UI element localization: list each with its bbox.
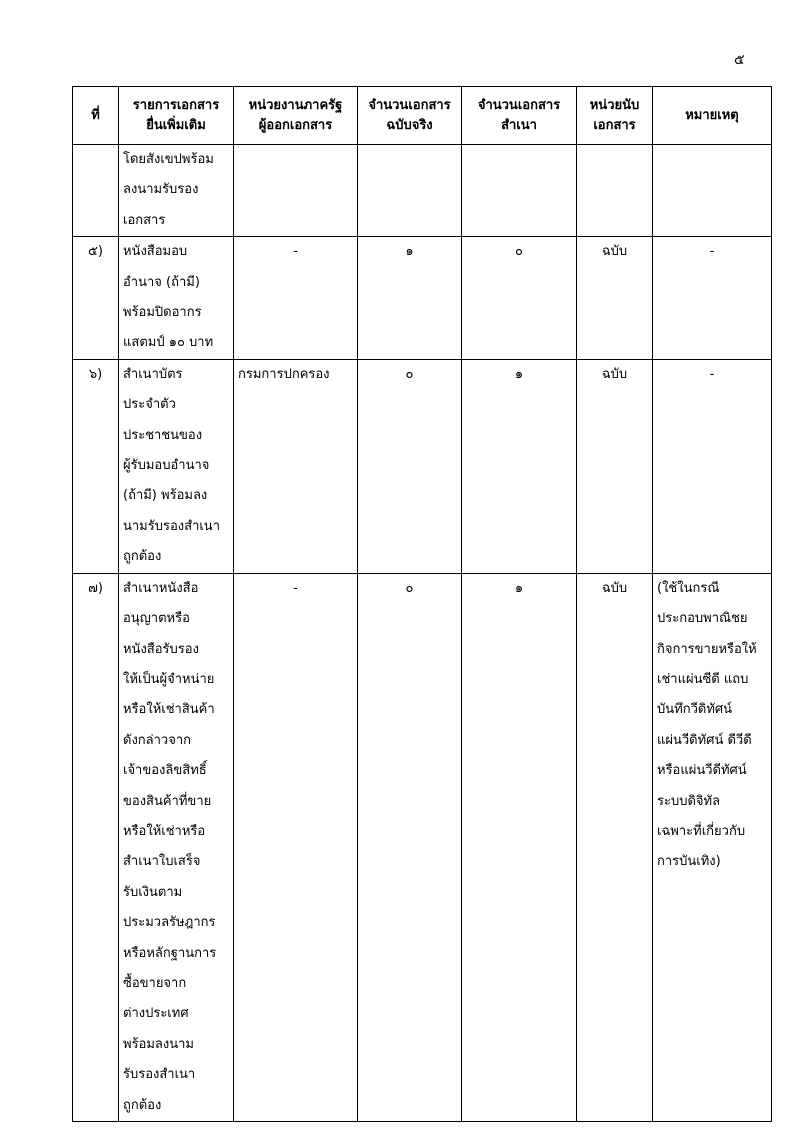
description-line: รับรองสำเนา <box>123 1067 196 1083</box>
remark-line: - <box>709 244 715 260</box>
remark-line: ประกอบพาณิชย <box>657 611 748 627</box>
copy-count-cell <box>462 359 577 573</box>
table-row <box>73 237 772 360</box>
header-copy-text: จำนวนเอกสาร สำเนา <box>477 97 561 133</box>
description-line: ต่างประเทศ <box>123 1006 189 1022</box>
table-row <box>73 145 772 237</box>
header-original-text: จำนวนเอกสาร ฉบับจริง <box>368 97 451 133</box>
unit-cell <box>577 237 653 360</box>
description-line: ดังกล่าวจาก <box>123 732 192 748</box>
description-line: ประมวลรัษฎากร <box>123 915 216 931</box>
copy-count: ๐ <box>515 244 523 260</box>
description-line: หรือให้เช่าสินค้า <box>123 702 215 718</box>
description-cell <box>119 573 234 1121</box>
agency-text: กรมการปกครอง <box>238 366 330 382</box>
remark-cell <box>653 573 772 1121</box>
unit-text: ฉบับ <box>601 366 628 382</box>
description-line: สำเนาใบเสร็จ <box>123 854 201 870</box>
remark-line: เช่าแผ่นซีดี แถบ <box>657 671 749 687</box>
description-line: สำเนาหนังสือ <box>123 580 199 596</box>
copy-count-cell <box>462 573 577 1121</box>
description-line: เจ้าของลิขสิทธิ์ <box>123 763 207 779</box>
unit-cell <box>577 359 653 573</box>
description-line: นามรับรองสำเนา <box>123 518 220 534</box>
description-line: หนังสือรับรอง <box>123 641 199 657</box>
agency-cell <box>234 145 358 237</box>
item-number: ๕) <box>88 244 103 260</box>
description-line: อำนาจ (ถ้ามี) <box>123 274 200 290</box>
header-no <box>73 87 119 145</box>
agency-cell <box>234 359 358 573</box>
header-row <box>73 87 772 145</box>
description-line: หรือหลักฐานการ <box>123 945 217 961</box>
agency-text: - <box>293 580 298 596</box>
document-table <box>72 86 772 1122</box>
description-line: เอกสาร <box>123 212 166 228</box>
header-description-text: รายการเอกสาร ยื่นเพิ่มเติม <box>132 97 220 133</box>
original-count: ๑ <box>405 244 414 260</box>
remark-line: บันทึกวีดิทัศน์ <box>657 702 733 718</box>
copy-count-cell <box>462 145 577 237</box>
header-description <box>119 87 234 145</box>
item-number: ๖) <box>88 366 103 382</box>
remark-line: กิจการขายหรือให้ <box>657 641 757 657</box>
table-row <box>73 573 772 1121</box>
description-line: (ถ้ามี) พร้อมลง <box>123 488 208 504</box>
description-line: หนังสือมอบ <box>123 244 188 260</box>
unit-text: ฉบับ <box>601 580 628 596</box>
description-line: ถูกต้อง <box>123 1097 162 1113</box>
original-count: ๐ <box>405 366 414 382</box>
description-line: โดยสังเขปพร้อม <box>123 152 214 167</box>
description-line: สำเนาบัตร <box>123 366 183 382</box>
description-line: หรือให้เช่าหรือ <box>123 823 206 839</box>
remark-line: หรือแผ่นวีดีทัศน์ <box>657 763 747 779</box>
description-line: รับเงินตาม <box>123 884 183 900</box>
original-count-cell <box>358 145 462 237</box>
agency-cell <box>234 237 358 360</box>
header-original <box>358 87 462 145</box>
copy-count: ๑ <box>514 580 524 596</box>
description-line: ให้เป็นผู้จำหน่าย <box>123 671 215 687</box>
copy-count-cell <box>462 237 577 360</box>
remark-cell <box>653 145 772 237</box>
original-count-cell <box>358 573 462 1121</box>
item-number-cell <box>73 237 119 360</box>
remark-line: การบันเทิง) <box>657 854 721 870</box>
copy-count: ๑ <box>514 366 524 382</box>
description-line: พร้อมลงนาม <box>123 1036 194 1052</box>
remark-cell <box>653 237 772 360</box>
agency-cell <box>234 573 358 1121</box>
remark-cell <box>653 359 772 573</box>
remark-line: เฉพาะที่เกี่ยวกับ <box>657 823 746 839</box>
remark-line: แผ่นวีดิทัศน์ ดีวีดี <box>657 732 752 748</box>
description-line: แสตมป์ ๑๐ บาท <box>123 335 214 351</box>
item-number-cell <box>73 573 119 1121</box>
description-line: ผู้รับมอบอำนาจ <box>123 458 210 474</box>
header-agency <box>234 87 358 145</box>
header-unit <box>577 87 653 145</box>
header-remark-text: หมายเหตุ <box>685 107 739 123</box>
agency-text: - <box>293 244 298 260</box>
item-number: ๗) <box>88 580 103 596</box>
item-number-cell <box>73 359 119 573</box>
original-count: ๐ <box>405 580 414 596</box>
remark-line: ระบบดิจิทัล <box>657 793 721 809</box>
header-remark <box>653 87 772 145</box>
description-line: พร้อมปิดอากร <box>123 305 202 321</box>
page-number: ๕ <box>734 52 745 68</box>
description-line: ของสินค้าที่ขาย <box>123 793 212 809</box>
unit-text: ฉบับ <box>601 244 628 260</box>
table-body <box>73 145 772 1122</box>
unit-cell <box>577 573 653 1121</box>
description-line: ประชาชนของ <box>123 427 203 443</box>
remark-line: (ใช้ในกรณี <box>657 580 720 596</box>
header-unit-text: หน่วยนับ เอกสาร <box>589 97 640 133</box>
header-no-text: ที่ <box>91 107 100 123</box>
description-line: ถูกต้อง <box>123 549 162 565</box>
item-number-cell <box>73 145 119 237</box>
description-cell <box>119 237 234 360</box>
description-line: ประจำตัว <box>123 397 176 413</box>
description-cell <box>119 145 234 237</box>
description-cell <box>119 359 234 573</box>
remark-line: - <box>709 366 715 382</box>
original-count-cell <box>358 237 462 360</box>
table-row <box>73 359 772 573</box>
unit-cell <box>577 145 653 237</box>
header-agency-text: หน่วยงานภาครัฐ ผู้ออกเอกสาร <box>248 97 343 133</box>
description-line: อนุญาตหรือ <box>123 611 190 627</box>
description-line: ซื้อขายจาก <box>123 975 187 991</box>
description-line: ลงนามรับรอง <box>123 182 199 198</box>
header-copy <box>462 87 577 145</box>
original-count-cell <box>358 359 462 573</box>
